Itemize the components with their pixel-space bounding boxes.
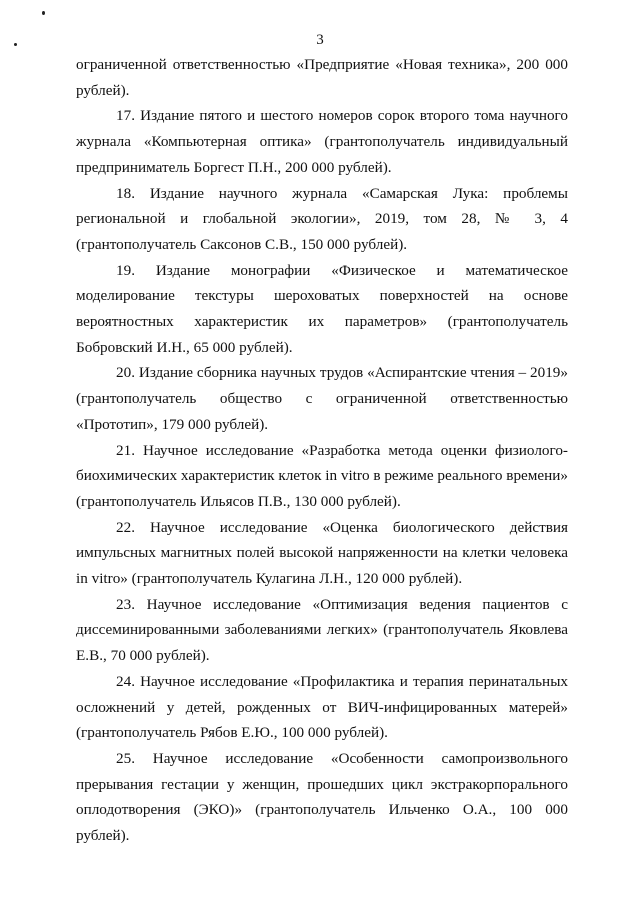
paragraph-item-21: 21. Научное исследование «Разработка метода оценки физиолого-биохимических характеристик клеток in vitro в режиме реального времени» (грантополучатель Ильясов П.В., 130 000 рублей). [76,441,568,510]
scan-speck [42,11,45,15]
paragraph-continuation: ограниченной ответственностью «Предприятие «Новая техника», 200 000 рублей). [76,56,568,99]
page-number: 3 [316,32,324,48]
body-text [76,52,568,849]
paragraph-item-19: 19. Издание монографии «Физическое и математическое моделирование текстуры шероховатых поверхностей на основе вероятностных характеристик их параметров» (грантополучатель Бобровский И.Н., 65 000 рублей). [76,261,568,356]
paragraph-item-23: 23. Научное исследование «Оптимизация ведения пациентов с диссеминированными заболеваниями легких» (грантополучатель Яковлева Е.В., 70 000 рублей). [76,595,568,665]
paragraph-item-24: 24. Научное исследование «Профилактика и терапия перинатальных осложнений у детей, рожденных от ВИЧ-инфицированных матерей» (грантополучатель Рябов Е.Ю., 100 000 рублей). [76,672,568,742]
paragraph-item-25: 25. Научное исследование «Особенности самопроизвольного прерывания гестации у женщин, прошедших цикл экстракорпорального оплодотворения (ЭКО)» (грантополучатель Ильченко О.А., 100 000 рублей). [76,749,568,845]
paragraph-item-18: 18. Издание научного журнала «Самарская Лука: проблемы региональной и глобальной экологии», 2019, том 28, № 3, 4 (грантополучатель Саксонов С.В., 150 000 рублей). [76,184,568,253]
paragraph-item-22: 22. Научное исследование «Оценка биологического действия импульсных магнитных полей высокой напряженности на клетки человека in vitro» (грантополучатель Кулагина Л.Н., 120 000 рублей). [76,518,568,588]
paragraph-item-20: 20. Издание сборника научных трудов «Аспирантские чтения – 2019» (грантополучатель общество с ограниченной ответственностью «Прототип», 179 000 рублей). [76,364,568,433]
paragraph-item-17: 17. Издание пятого и шестого номеров сорок второго тома научного журнала «Компьютерная оптика» (грантополучатель индивидуальный предприниматель Боргест П.Н., 200 000 рублей). [76,107,568,176]
